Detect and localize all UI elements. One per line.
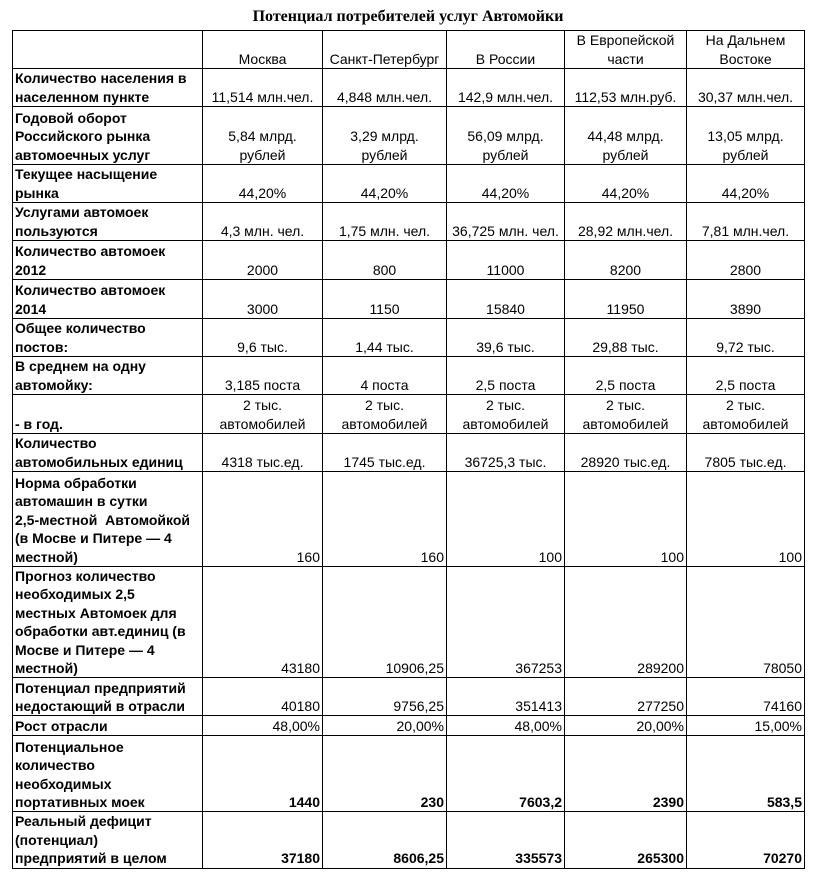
row-market-saturation bbox=[13, 165, 805, 203]
portable-carwashes-spb: 230 bbox=[323, 736, 447, 812]
annual-turnover-russia: 56,09 млрд. рублей bbox=[447, 107, 565, 165]
label-carwashes-2014: Количество автомоек 2014 bbox=[13, 280, 203, 319]
column-header-moscow: Москва bbox=[203, 31, 323, 69]
row-carwashes-2012 bbox=[13, 241, 805, 280]
row-processing-norm bbox=[13, 472, 805, 567]
per-year-moscow: 2 тыс. автомобилей bbox=[203, 395, 323, 434]
population-far-east: 30,37 млн.чел. bbox=[687, 69, 805, 107]
annual-turnover-moscow: 5,84 млрд. рублей bbox=[203, 107, 323, 165]
label-carwashes-2012: Количество автомоек 2012 bbox=[13, 241, 203, 280]
vehicle-units-spb: 1745 тыс.ед. bbox=[323, 434, 447, 472]
carwashes-2014-russia: 15840 bbox=[447, 280, 565, 319]
industry-growth-far-east: 15,00% bbox=[687, 716, 805, 736]
row-total-posts bbox=[13, 319, 805, 357]
real-deficit-spb: 8606,25 bbox=[323, 812, 447, 868]
total-posts-far-east: 9,72 тыс. bbox=[687, 319, 805, 357]
row-population bbox=[13, 69, 805, 107]
real-deficit-far-east: 70270 bbox=[687, 812, 805, 868]
total-posts-russia: 39,6 тыс. bbox=[447, 319, 565, 357]
row-carwash-users bbox=[13, 203, 805, 241]
carwash-users-spb: 1,75 млн. чел. bbox=[323, 203, 447, 241]
label-population: Количество населения в населенном пункте bbox=[13, 69, 203, 107]
carwashes-2012-far-east: 2800 bbox=[687, 241, 805, 280]
column-header-far-east: На Дальнем Востоке bbox=[687, 31, 805, 69]
per-year-spb: 2 тыс. автомобилей bbox=[323, 395, 447, 434]
carwashes-2014-spb: 1150 bbox=[323, 280, 447, 319]
portable-carwashes-moscow: 1440 bbox=[203, 736, 323, 812]
column-header-russia: В России bbox=[447, 31, 565, 69]
market-saturation-spb: 44,20% bbox=[323, 165, 447, 203]
population-moscow: 11,514 млн.чел. bbox=[203, 69, 323, 107]
annual-turnover-spb: 3,29 млрд. рублей bbox=[323, 107, 447, 165]
carwashes-2012-russia: 11000 bbox=[447, 241, 565, 280]
per-year-far-east: 2 тыс. автомобилей bbox=[687, 395, 805, 434]
portable-carwashes-european-part: 2390 bbox=[565, 736, 687, 812]
avg-posts-spb: 4 поста bbox=[323, 357, 447, 395]
avg-posts-far-east: 2,5 поста bbox=[687, 357, 805, 395]
column-header-european-part: В Европейской части bbox=[565, 31, 687, 69]
label-real-deficit: Реальный дефицит (потенциал) предприятий в целом bbox=[13, 812, 203, 868]
row-real-deficit bbox=[13, 812, 805, 868]
missing-enterprises-spb: 9756,25 bbox=[323, 678, 447, 716]
population-european-part: 112,53 млн.руб. bbox=[565, 69, 687, 107]
carwash-users-moscow: 4,3 млн. чел. bbox=[203, 203, 323, 241]
row-missing-enterprises bbox=[13, 678, 805, 716]
label-annual-turnover: Годовой оборот Российского рынка автомоечных услуг bbox=[13, 107, 203, 165]
total-posts-european-part: 29,88 тыс. bbox=[565, 319, 687, 357]
industry-growth-russia: 48,00% bbox=[447, 716, 565, 736]
real-deficit-moscow: 37180 bbox=[203, 812, 323, 868]
processing-norm-moscow: 160 bbox=[203, 472, 323, 567]
missing-enterprises-moscow: 40180 bbox=[203, 678, 323, 716]
row-portable-carwashes bbox=[13, 736, 805, 812]
real-deficit-european-part: 265300 bbox=[565, 812, 687, 868]
carwashes-2014-moscow: 3000 bbox=[203, 280, 323, 319]
avg-posts-moscow: 3,185 поста bbox=[203, 357, 323, 395]
per-year-european-part: 2 тыс. автомобилей bbox=[565, 395, 687, 434]
industry-growth-spb: 20,00% bbox=[323, 716, 447, 736]
row-avg-posts bbox=[13, 357, 805, 395]
vehicle-units-russia: 36725,3 тыс. bbox=[447, 434, 565, 472]
processing-norm-european-part: 100 bbox=[565, 472, 687, 567]
carwashes-2014-european-part: 11950 bbox=[565, 280, 687, 319]
label-total-posts: Общее количество постов: bbox=[13, 319, 203, 357]
market-saturation-moscow: 44,20% bbox=[203, 165, 323, 203]
missing-enterprises-far-east: 74160 bbox=[687, 678, 805, 716]
carwashes-2012-moscow: 2000 bbox=[203, 241, 323, 280]
header-corner bbox=[13, 31, 203, 69]
annual-turnover-far-east: 13,05 млрд. рублей bbox=[687, 107, 805, 165]
portable-carwashes-russia: 7603,2 bbox=[447, 736, 565, 812]
missing-enterprises-russia: 351413 bbox=[447, 678, 565, 716]
carwash-users-russia: 36,725 млн. чел. bbox=[447, 203, 565, 241]
total-posts-spb: 1,44 тыс. bbox=[323, 319, 447, 357]
industry-growth-european-part: 20,00% bbox=[565, 716, 687, 736]
label-vehicle-units: Количество автомобильных единиц bbox=[13, 434, 203, 472]
carwash-users-european-part: 28,92 млн.чел. bbox=[565, 203, 687, 241]
carwash-users-far-east: 7,81 млн.чел. bbox=[687, 203, 805, 241]
carwashes-2012-spb: 800 bbox=[323, 241, 447, 280]
label-market-saturation: Текущее насыщение рынка bbox=[13, 165, 203, 203]
processing-norm-spb: 160 bbox=[323, 472, 447, 567]
market-saturation-european-part: 44,20% bbox=[565, 165, 687, 203]
carwashes-2012-european-part: 8200 bbox=[565, 241, 687, 280]
row-vehicle-units bbox=[13, 434, 805, 472]
label-carwash-users: Услугами автомоек пользуются bbox=[13, 203, 203, 241]
processing-norm-russia: 100 bbox=[447, 472, 565, 567]
row-annual-turnover bbox=[13, 107, 805, 165]
annual-turnover-european-part: 44,48 млрд. рублей bbox=[565, 107, 687, 165]
needed-carwashes-forecast-russia: 367253 bbox=[447, 567, 565, 678]
label-avg-posts: В среднем на одну автомойку: bbox=[13, 357, 203, 395]
row-per-year bbox=[13, 395, 805, 434]
missing-enterprises-european-part: 277250 bbox=[565, 678, 687, 716]
needed-carwashes-forecast-far-east: 78050 bbox=[687, 567, 805, 678]
portable-carwashes-far-east: 583,5 bbox=[687, 736, 805, 812]
vehicle-units-european-part: 28920 тыс.ед. bbox=[565, 434, 687, 472]
real-deficit-russia: 335573 bbox=[447, 812, 565, 868]
page-title: Потенциал потребителей услуг Автомойки bbox=[252, 8, 564, 25]
processing-norm-far-east: 100 bbox=[687, 472, 805, 567]
label-processing-norm: Норма обработки автомашин в сутки 2,5-местной Автомойкой (в Мосве и Питере — 4 местной) bbox=[13, 472, 203, 567]
header-row bbox=[13, 31, 805, 69]
label-needed-carwashes-forecast: Прогноз количество необходимых 2,5 местных Автомоек для обработки авт.единиц (в Мосве и Питере — 4 местной) bbox=[13, 567, 203, 678]
label-missing-enterprises: Потенциал предприятий недостающий в отрасли bbox=[13, 678, 203, 716]
industry-growth-moscow: 48,00% bbox=[203, 716, 323, 736]
avg-posts-russia: 2,5 поста bbox=[447, 357, 565, 395]
row-industry-growth bbox=[13, 716, 805, 736]
label-industry-growth: Рост отрасли bbox=[13, 716, 203, 736]
vehicle-units-moscow: 4318 тыс.ед. bbox=[203, 434, 323, 472]
population-spb: 4,848 млн.чел. bbox=[323, 69, 447, 107]
carwashes-2014-far-east: 3890 bbox=[687, 280, 805, 319]
total-posts-moscow: 9,6 тыс. bbox=[203, 319, 323, 357]
row-needed-carwashes-forecast bbox=[13, 567, 805, 678]
needed-carwashes-forecast-spb: 10906,25 bbox=[323, 567, 447, 678]
label-portable-carwashes: Потенциальное количество необходимых портативных моек bbox=[13, 736, 203, 812]
market-saturation-far-east: 44,20% bbox=[687, 165, 805, 203]
label-per-year: - в год. bbox=[13, 395, 203, 434]
needed-carwashes-forecast-moscow: 43180 bbox=[203, 567, 323, 678]
needed-carwashes-forecast-european-part: 289200 bbox=[565, 567, 687, 678]
vehicle-units-far-east: 7805 тыс.ед. bbox=[687, 434, 805, 472]
row-carwashes-2014 bbox=[13, 280, 805, 319]
population-russia: 142,9 млн.чел. bbox=[447, 69, 565, 107]
avg-posts-european-part: 2,5 поста bbox=[565, 357, 687, 395]
consumer-potential-table bbox=[12, 30, 805, 869]
per-year-russia: 2 тыс. автомобилей bbox=[447, 395, 565, 434]
column-header-spb: Санкт-Петербург bbox=[323, 31, 447, 69]
market-saturation-russia: 44,20% bbox=[447, 165, 565, 203]
